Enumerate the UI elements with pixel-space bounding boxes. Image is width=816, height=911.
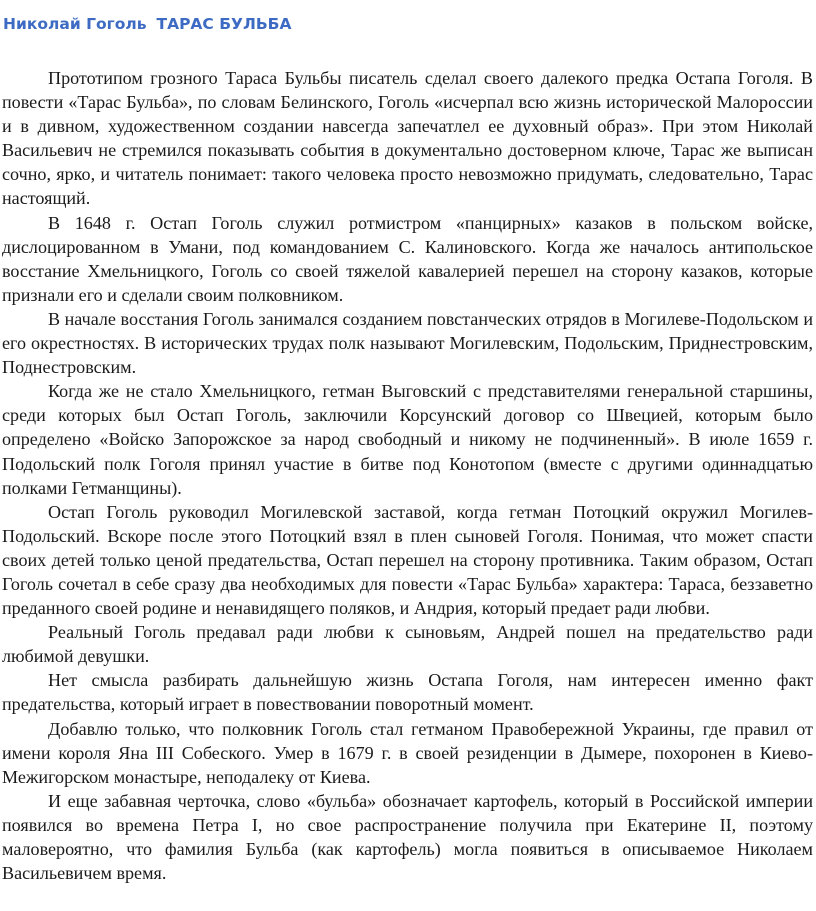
document-title	[3, 14, 813, 34]
title-work: ТАРАС БУЛЬБА	[156, 15, 292, 33]
paragraph: Нет смысла разбирать дальнейшую жизнь Остапа Гоголя, нам интересен именно факт предательства, который играет в повествовании поворотный момент.	[2, 670, 813, 715]
paragraph: В 1648 г. Остап Гоголь служил ротмистром «панцирных» казаков в польском войске, дислоцированном в Умани, под командованием С. Калиновского. Когда же началось антипольское восстание Хмельницкого, Гоголь со своей тяжелой кавалерией перешел на сторону казаков, которые признали его и сделали своим полковником.	[2, 212, 813, 305]
document-body	[2, 66, 813, 885]
paragraph: Добавлю только, что полковник Гоголь стал гетманом Правобережной Украины, где правил от имени короля Яна III Собеского. Умер в 1679 г. в своей резиденции в Дымере, похоронен в Киево-Межигорском монастыре, неподалеку от Киева.	[2, 718, 813, 787]
paragraph: Прототипом грозного Тараса Бульбы писатель сделал своего далекого предка Остапа Гоголя. В повести «Тарас Бульба», по словам Белинского, Гоголь «исчерпал всю жизнь исторической Малороссии и в дивном, художественном создании навсегда запечатлел ее духовный образ». При этом Николай Васильевич не стремился показывать события в документально достоверном ключе, Тарас же выписан сочно, ярко, и читатель понимает: такого человека просто невозможно придумать, следовательно, Тарас настоящий.	[2, 68, 813, 209]
paragraph: В начале восстания Гоголь занимался созданием повстанческих отрядов в Могилеве-Подольском и его окрестностях. В исторических трудах полк называют Могилевским, Подольским, Приднестровским, Поднестровским.	[2, 308, 813, 378]
paragraph: И еще забавная черточка, слово «бульба» обозначает картофель, который в Российской империи появился во времена Петра I, но свое распространение получила при Екатерине II, поэтому маловероятно, что фамилия Бульба (как картофель) могла появиться в описываемое Николаем Васильевичем время.	[2, 790, 813, 884]
paragraph: Остап Гоголь руководил Могилевской заставой, когда гетман Потоцкий окружил Могилев-Подольский. Вскоре после этого Потоцкий взял в плен сыновей Гоголя. Понимая, что может спасти своих детей только ценой предательства, Остап перешел на сторону противника. Таким образом, Остап Гоголь сочетал в себе сразу два необходимых для повести «Тарас Бульба» характера: Тараса, беззаветно преданного своей родине и ненавидящего поляков, и Андрия, который предает ради любви.	[2, 501, 813, 619]
paragraph: Когда же не стало Хмельницкого, гетман Выговский с представителями генеральной старшины, среди которых был Остап Гоголь, заключили Корсунский договор со Швецией, которым было определено «Войско Запорожское за народ свободный и никому не подчиненный». В июле 1659 г. Подольский полк Гоголя принял участие в битве под Конотопом (вместе с другими одиннадцатью полками Гетманщины).	[2, 381, 813, 498]
paragraph: Реальный Гоголь предавал ради любви к сыновьям, Андрей пошел на предательство ради любимой девушки.	[2, 622, 813, 667]
title-author: Николай Гоголь	[3, 15, 147, 33]
